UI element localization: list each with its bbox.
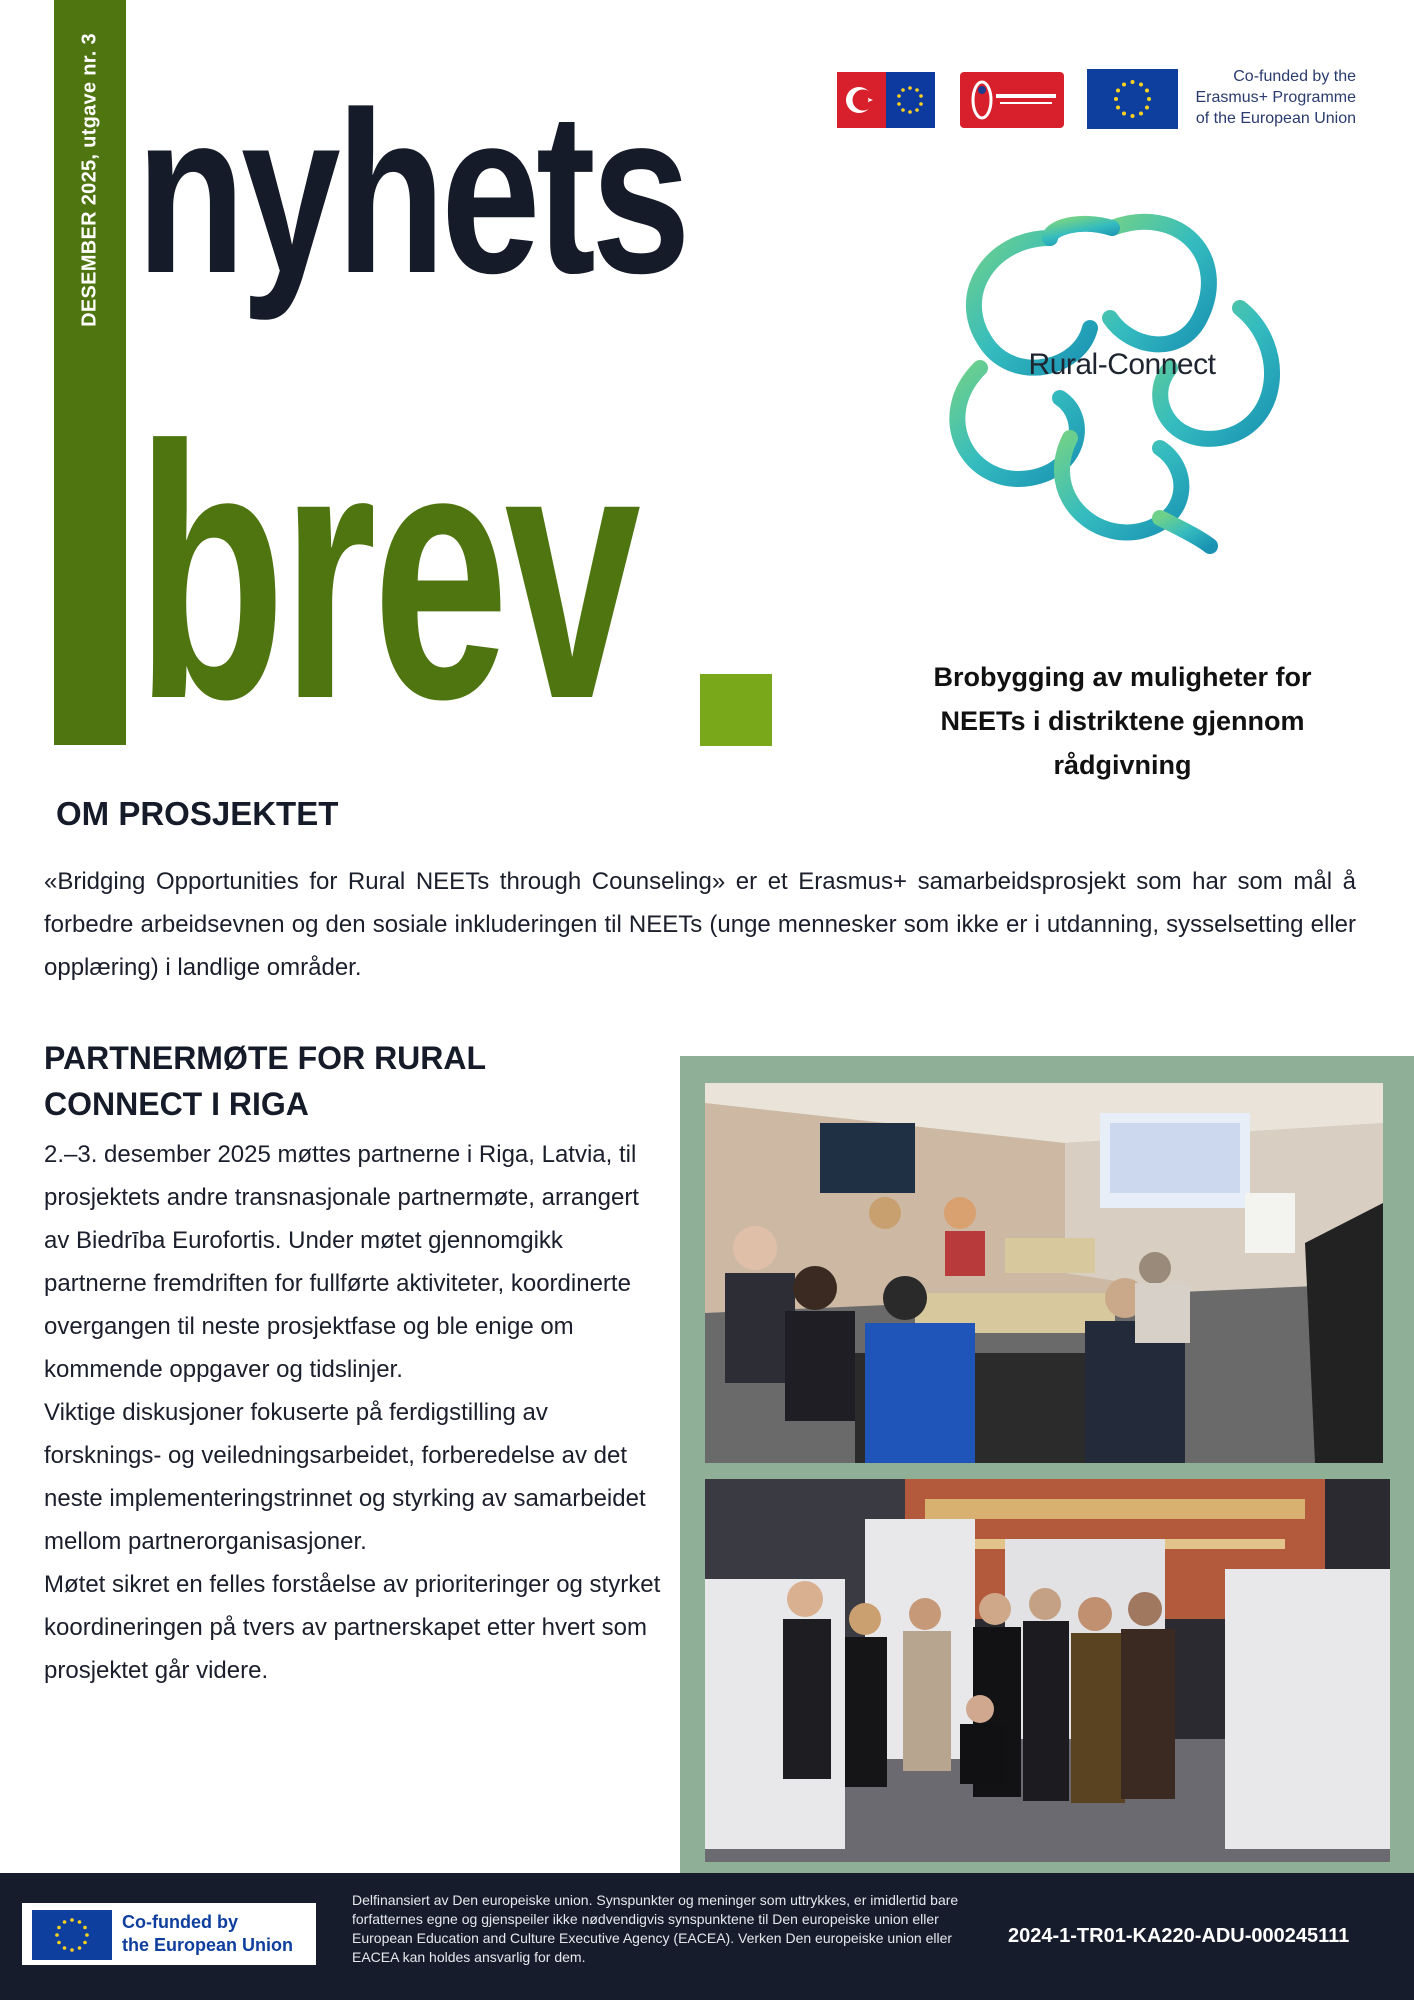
funding-disclaimer: Delfinansiert av Den europeiske union. Synspunkter og meninger som uttrykkes, er imidlertid bare forfatternes egne og gjenspeiler ikke nødvendigvis synspunktene til Den europeiske union eller European Education and Culture Executive Agency (EACEA). Verken Den europeiske union eller EACEA kan holdes ansvarlig for dem. [352,1892,959,1965]
about-heading: OM PROSJEKTET [56,795,339,832]
cofunding-line-3: of the European Union [1195,110,1356,127]
project-tagline: Brobygging av muligheter for NEETs i distriktene gjennom rådgivning [933,662,1312,780]
rural-connect-logo-title: Rural-Connect [1028,348,1216,381]
eu-cofunded-badge [22,1903,316,1965]
cofunding-line-2: Erasmus+ Programme [1195,89,1356,106]
partner-meeting-paragraph-3: Møtet sikret en felles forståelse av prioriteringer og styrket koordineringen på tvers av partnerskapet etter hvert som prosjektet går videre. [44,1571,661,1684]
eu-flag-icon [1087,69,1178,129]
turkey-flag-icon [837,72,935,128]
masthead-period-square [700,674,772,746]
project-code: 2024-1-TR01-KA220-ADU-000245111 [1008,1925,1350,1947]
edition-label: DESEMBER 2025, utgave nr. 3 [78,33,101,327]
riga-group-photo [705,1479,1390,1862]
eu-badge-text [122,1911,293,1957]
eu-flag-icon [32,1910,112,1960]
turkish-national-agency-logo [960,72,1064,128]
masthead-line-2: brev [136,372,637,774]
partner-meeting-paragraph-2: Viktige diskusjoner fokuserte på ferdigstilling av forsknings- og veiledningsarbeidet, forberedelse av det neste implementeringstrinnet og styrking av samarbeidet mellom partnerorganisasjoner. [44,1399,646,1555]
masthead-line-1: nyhets [136,64,687,321]
erasmus-cofunding-text [1180,66,1356,129]
about-text: «Bridging Opportunities for Rural NEETs through Counseling» er et Erasmus+ samarbeidsprosjekt som har som mål å forbedre arbeidsevnen og den sosiale inkluderingen til NEETs (unge mennesker som ikke er i utdanning, sysselsetting eller opplæring) i landlige områder. [44,868,1356,981]
cofunding-line-1: Co-funded by the [1233,68,1356,85]
partner-meeting-body [44,1133,664,1692]
meeting-room-photo [705,1083,1383,1463]
partner-meeting-paragraph-1: 2.–3. desember 2025 møttes partnerne i Riga, Latvia, til prosjektets andre transnasjonale partnermøte, arrangert av Biedrība Eurofortis. Under møtet gjennomgikk partnerne fremdriften for fullførte aktiviteter, koordinerte overgangen til neste prosjektfase og ble enige om kommende oppgaver og tidslinjer. [44,1141,639,1383]
partner-meeting-heading: PARTNERMØTE FOR RURAL CONNECT I RIGA [44,1040,486,1122]
eu-badge-line-1: Co-funded by [122,1912,238,1932]
eu-badge-line-2: the European Union [122,1935,293,1955]
